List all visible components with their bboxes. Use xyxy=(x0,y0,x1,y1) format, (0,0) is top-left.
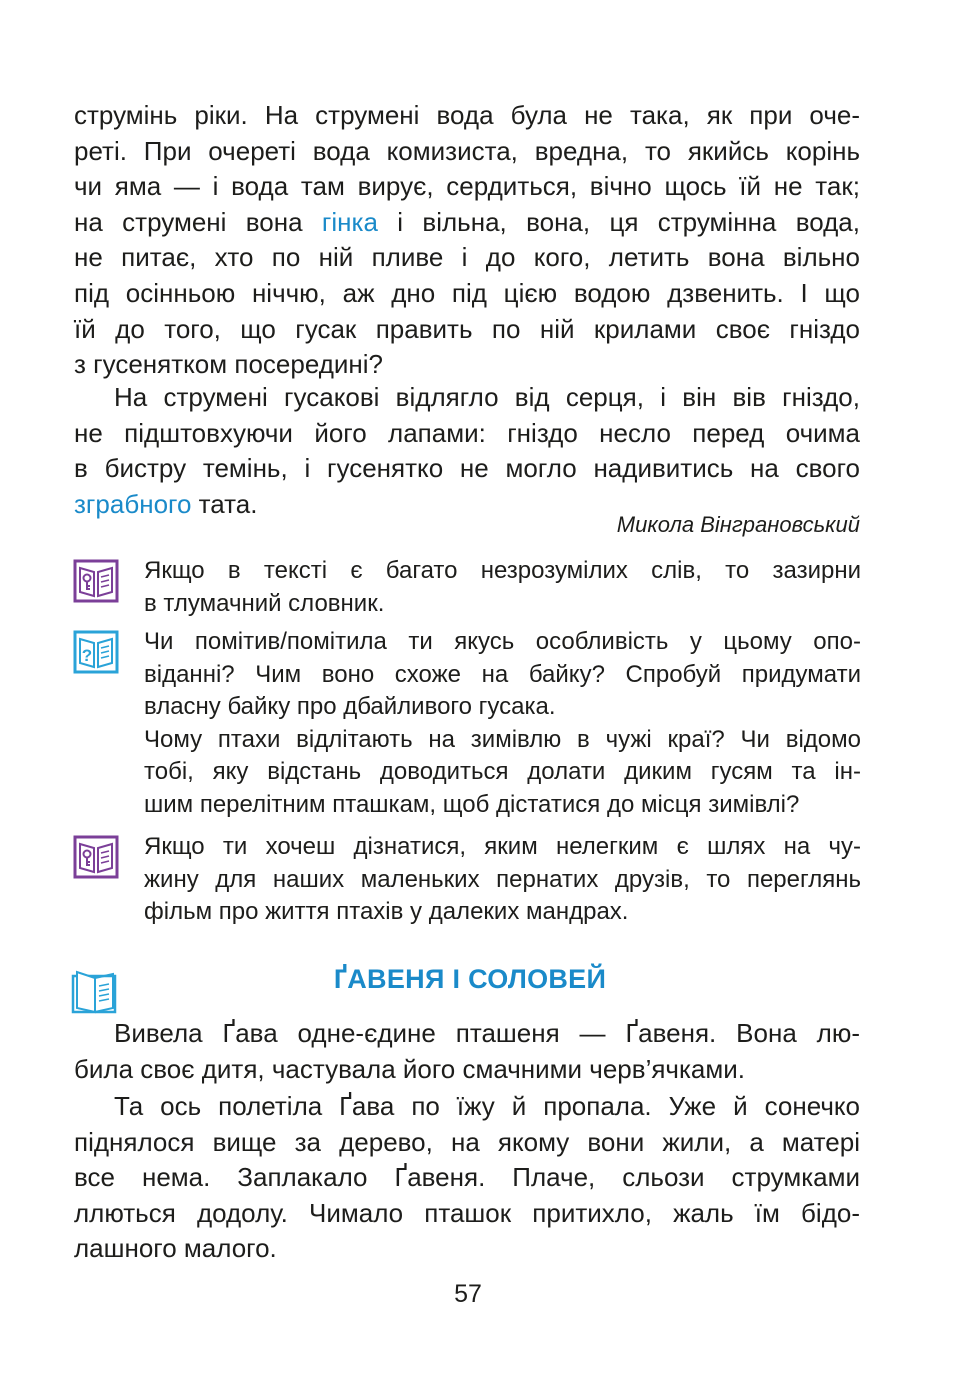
text-line: чи яма — і вода там вирує, сердиться, вічно щось їй не так; xyxy=(74,171,860,202)
task-questions xyxy=(144,626,861,821)
task-line: шим перелітним пташкам, щоб дістатися до місця зимівлі? xyxy=(144,790,800,818)
text-segment: на струмені вона xyxy=(74,206,322,237)
text-line: піднялося вище за дерево, на якому вони жили, а матері xyxy=(74,1126,860,1157)
task-line: віданні? Чим воно схоже на байку? Спробуй придумати xyxy=(144,660,861,688)
text-line: На струмені гусакові відлягло від серця, і він вів гніздо, xyxy=(114,382,860,412)
svg-text:?: ? xyxy=(81,646,93,665)
task-line: в тлумачний словник. xyxy=(144,589,385,617)
text-line: в бистру темінь, і гусенятко не могло надивитись на свого xyxy=(74,453,860,484)
text-line: Та ось полетіла Ґава по їжу й пропала. Уже й сонечко xyxy=(114,1091,860,1121)
text-line: лашного малого. xyxy=(74,1233,277,1264)
task-line: тобі, яку відстань доводиться долати диким гусям та ін- xyxy=(144,758,861,785)
task-line: жину для наших маленьких пернатих друзів, то переглянь xyxy=(144,865,861,893)
task-line: фільм про життя птахів у далеких мандрах. xyxy=(144,898,629,925)
task-line: Якщо в тексті є багато незрозумілих слів, то зазирни xyxy=(144,557,861,584)
text-line: не питає, хто по ній пливе і до кого, летить вона вільно xyxy=(74,242,860,273)
task-line: Якщо ти хочеш дізнатися, яким нелегким є шлях на чу- xyxy=(144,833,861,860)
text-line: струмінь ріки. На струмені вода була не така, як при оче- xyxy=(74,100,860,130)
key-book-icon xyxy=(73,559,119,603)
text-line xyxy=(74,205,860,241)
paragraph-2 xyxy=(74,380,860,522)
text-segment: тата. xyxy=(191,488,258,519)
highlighted-word: гінка xyxy=(321,206,378,237)
author-signature: Микола Вінграновський xyxy=(616,512,860,537)
section-title: ҐАВЕНЯ І СОЛОВЕЙ xyxy=(333,964,607,994)
text-line: не підштовхуючи його лапами: гніздо несло перед очима xyxy=(74,417,860,448)
paragraph-3 xyxy=(74,1016,860,1087)
highlighted-word: зграбного xyxy=(74,488,192,519)
text-line: била своє дитя, частувала його смачними черв’ячками. xyxy=(74,1053,746,1084)
paragraph-4 xyxy=(74,1089,860,1267)
text-line: їй до того, що гусак править по ній крилами своє гніздо xyxy=(74,313,860,344)
task-dictionary xyxy=(144,555,861,620)
task-line: власну байку про дбайливого гусака. xyxy=(144,693,556,720)
text-line: все нема. Заплакало Ґавеня. Плаче, сльози струмками xyxy=(74,1162,860,1193)
text-line: з гусенятком посередині? xyxy=(74,349,384,380)
task-film xyxy=(144,831,861,929)
text-line: під осінньою ніччю, аж дно під цією водою дзвенить. І що xyxy=(74,277,860,308)
paragraph-1 xyxy=(74,98,860,383)
question-book-icon xyxy=(73,630,119,674)
key-book-icon xyxy=(73,835,119,879)
task-line: Чи помітив/помітила ти якусь особливість у цьому опо- xyxy=(144,628,861,655)
text-segment: і вільна, вона, ця струмінна вода, xyxy=(377,206,860,237)
task-line: Чому птахи відлітають на зимівлю в чужі краї? Чи відомо xyxy=(144,725,861,753)
text-line: ллються додолу. Чимало пташок притихло, жаль їм бідо- xyxy=(74,1197,860,1228)
text-line: реті. При очереті вода комизиста, вредна, то якийсь корінь xyxy=(74,135,860,166)
text-line: Вивела Ґава одне-єдине пташеня — Ґавеня. Вона лю- xyxy=(114,1018,860,1048)
page-number: 57 xyxy=(454,1280,482,1308)
